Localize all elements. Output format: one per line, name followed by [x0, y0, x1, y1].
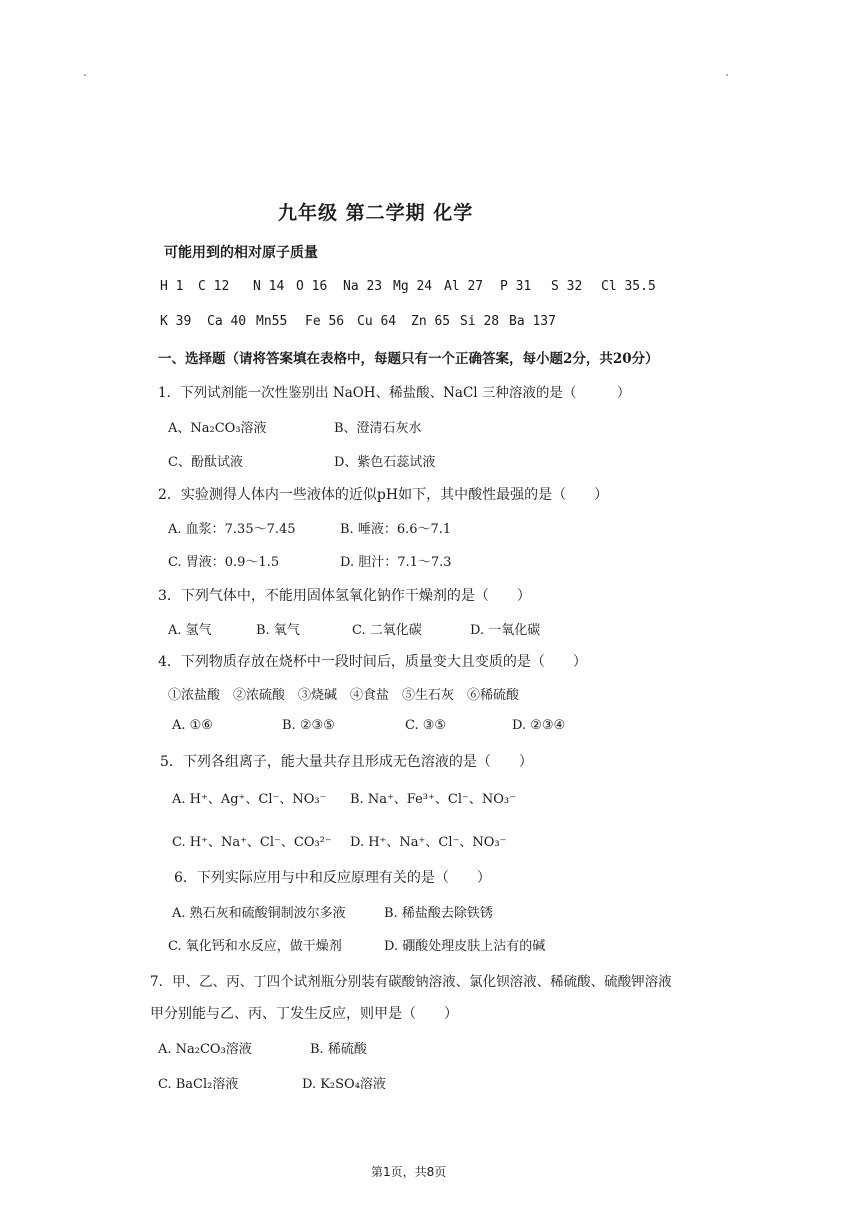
question-stem: 2．实验测得人体内一些液体的近似pH如下，其中酸性最强的是（ ） [158, 487, 609, 503]
answer-option: D. K₂SO₄溶液 [302, 1077, 386, 1092]
answer-option: D. ②③④ [512, 718, 566, 733]
scan-speck [726, 74, 728, 76]
answer-option: C. 二氧化碳 [352, 623, 422, 638]
answer-option: D. H⁺、Na⁺、Cl⁻、NO₃⁻ [350, 835, 507, 850]
atomic-mass-item: Cl 35.5 [601, 279, 656, 294]
answer-option: C. H⁺、Na⁺、Cl⁻、CO₃²⁻ [172, 835, 332, 850]
atomic-mass-item: K 39 [160, 314, 192, 329]
answer-option: D、紫色石蕊试液 [334, 455, 436, 470]
atomic-mass-item: Ba 137 [509, 314, 556, 329]
answer-option: B. 稀硫酸 [310, 1042, 367, 1057]
atomic-mass-item: Si 28 [460, 314, 500, 329]
atomic-mass-item: Mg 24 [393, 279, 433, 294]
atomic-mass-item: Ca 40 [207, 314, 247, 329]
substance-list: ①浓盐酸 ②浓硫酸 ③烧碱 ④食盐 ⑤生石灰 ⑥稀硫酸 [168, 688, 520, 703]
question-stem: 6．下列实际应用与中和反应原理有关的是（ ） [174, 870, 491, 886]
question-stem: 1．下列试剂能一次性鉴别出 NaOH、稀盐酸、NaCl 三种溶液的是（ ） [158, 385, 631, 401]
answer-option: B. Na⁺、Fe³⁺、Cl⁻、NO₃⁻ [350, 792, 516, 807]
question-stem: 4．下列物质存放在烧杯中一段时间后，质量变大且变质的是（ ） [158, 654, 587, 670]
answer-option: D. 硼酸处理皮肤上沾有的碱 [384, 939, 546, 954]
atomic-mass-item: Mn55 [256, 314, 288, 329]
atomic-mass-item: P 31 [500, 279, 532, 294]
atomic-mass-item: C 12 [198, 279, 230, 294]
answer-option: A. 氢气 [168, 623, 212, 638]
answer-option: A. Na₂CO₃溶液 [158, 1042, 252, 1057]
answer-option: C. BaCl₂溶液 [158, 1077, 239, 1092]
answer-option: A、Na₂CO₃溶液 [168, 421, 267, 436]
answer-option: A. H⁺、Ag⁺、Cl⁻、NO₃⁻ [172, 792, 327, 807]
answer-option: B. 氧气 [256, 623, 300, 638]
section-heading: 一、选择题（请将答案填在表格中，每题只有一个正确答案，每小题2分，共20分） [158, 351, 659, 367]
atomic-mass-item: S 32 [551, 279, 583, 294]
atomic-mass-item: Na 23 [343, 279, 383, 294]
answer-option: A. ①⑥ [172, 718, 213, 733]
answer-option: B、澄清石灰水 [334, 421, 422, 436]
scan-speck [84, 74, 86, 76]
answer-option: A. 熟石灰和硫酸铜制波尔多液 [172, 906, 346, 921]
atomic-mass-item: Cu 64 [357, 314, 397, 329]
answer-option: C、酚酞试液 [168, 455, 243, 470]
answer-option: B. 唾液：6.6～7.1 [340, 522, 452, 537]
answer-option: C. ③⑤ [405, 718, 447, 733]
answer-option: C. 胃液：0.9～1.5 [168, 555, 280, 570]
atomic-mass-item: O 16 [296, 279, 328, 294]
atomic-mass-item: H 1 [160, 279, 184, 294]
answer-option: B. ②③⑤ [282, 718, 335, 733]
answer-option: A. 血浆：7.35～7.45 [168, 522, 296, 537]
answer-option: C. 氧化钙和水反应，做干燥剂 [168, 939, 342, 954]
answer-option: D. 胆汁：7.1～7.3 [340, 555, 452, 570]
question-stem: 甲分别能与乙、丙、丁发生反应，则甲是（ ） [150, 1006, 458, 1022]
atomic-mass-item: N 14 [253, 279, 285, 294]
page-footer: 第1页，共8页 [371, 1165, 447, 1179]
atomic-mass-item: Fe 56 [305, 314, 345, 329]
answer-option: D. 一氧化碳 [470, 623, 541, 638]
atomic-mass-label: 可能用到的相对原子质量 [164, 245, 318, 261]
atomic-mass-item: Zn 65 [411, 314, 451, 329]
page-title: 九年级 第二学期 化学 [278, 202, 474, 224]
question-stem: 5．下列各组离子，能大量共存且形成无色溶液的是（ ） [160, 754, 533, 770]
atomic-mass-item: Al 27 [444, 279, 484, 294]
question-stem: 3．下列气体中，不能用固体氢氧化钠作干燥剂的是（ ） [158, 588, 531, 604]
question-stem: 7．甲、乙、丙、丁四个试剂瓶分别装有碳酸钠溶液、氯化钡溶液、稀硫酸、硫酸钾溶液 [150, 974, 672, 990]
answer-option: B. 稀盐酸去除铁锈 [384, 906, 493, 921]
